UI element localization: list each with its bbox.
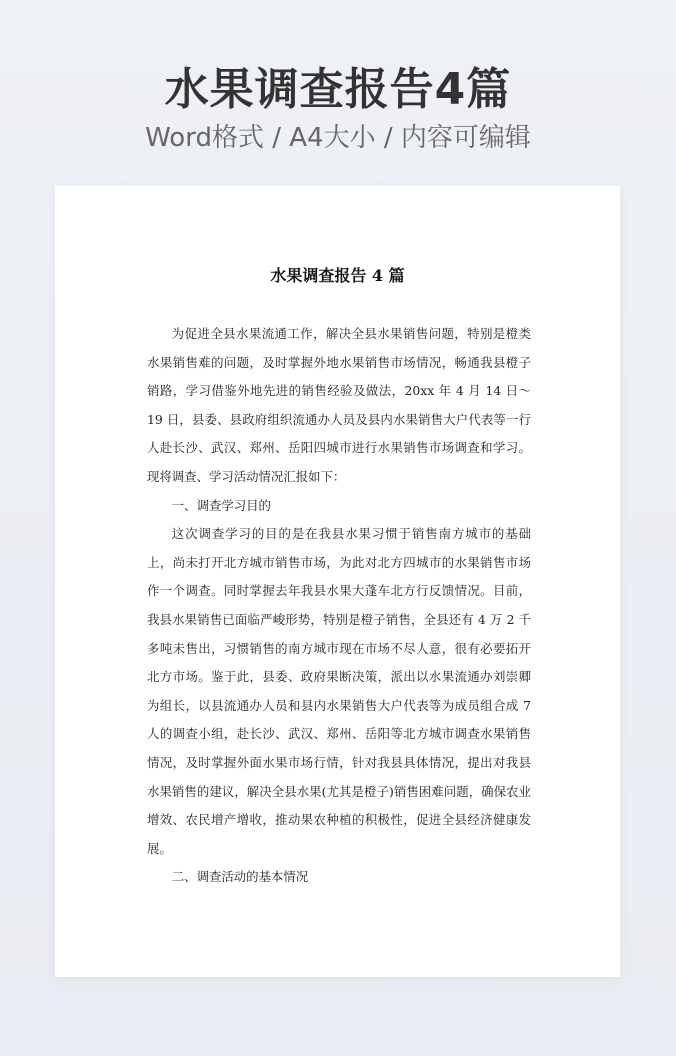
page-title: 水果调查报告4篇 xyxy=(164,64,512,115)
section-heading-activities: 二、调查活动的基本情况 xyxy=(171,869,309,885)
page-subtitle: Word格式 / A4大小 / 内容可编辑 xyxy=(145,123,531,153)
paragraph-purpose: 这次调查学习的目的是在我县水果习惯于销售南方城市的基础上，尚未打开北方城市销售市场，为此对北方四城市的水果销售市场作一个调查。同时掌握去年我县水果大蓬车北方行反馈情况。目前，我县水果销售已面临严峻形势，特别是橙子销售，全县还有 4 万 2 千多吨未售出，习惯销售的南方城市现在市场不尽人意，很有必要拓开北方市场。鉴于此，县委、政府果断决策，派出以水果流通办刘崇卿为组长，以县流通办人员和县内水果销售大户代表等为成员组合成 7 人的调查小组，赴长沙、武汉、郑州、岳阳等北方城市调查水果销售情况，及时掌握外面水果市场行情，针对我县具体情况，提出对我县水果销售的建议，解决全县水果(尤其是橙子)销售困难问题，确保农业增效、农民增产增收，推动果农种植的积极性，促进全县经济健康发展。 xyxy=(147,526,531,856)
page-header xyxy=(0,62,676,156)
document-body xyxy=(147,320,531,892)
section-heading-purpose: 一、调查学习目的 xyxy=(171,497,271,513)
document-title: 水果调查报告 4 篇 xyxy=(270,266,405,285)
document-page xyxy=(55,186,620,977)
paragraph-intro: 为促进全县水果流通工作，解决全县水果销售问题，特别是橙类水果销售难的问题，及时掌握外地水果销售市场情况，畅通我县橙子销路，学习借鉴外地先进的销售经验及做法，20xx 年 4 月 14 日～19 日，县委、县政府组织流通办人员及县内水果销售大户代表等一行人赴长沙、武汉、郑州、岳阳四城市进行水果销售市场调查和学习。现将调查、学习活动情况汇报如下： xyxy=(147,326,531,484)
